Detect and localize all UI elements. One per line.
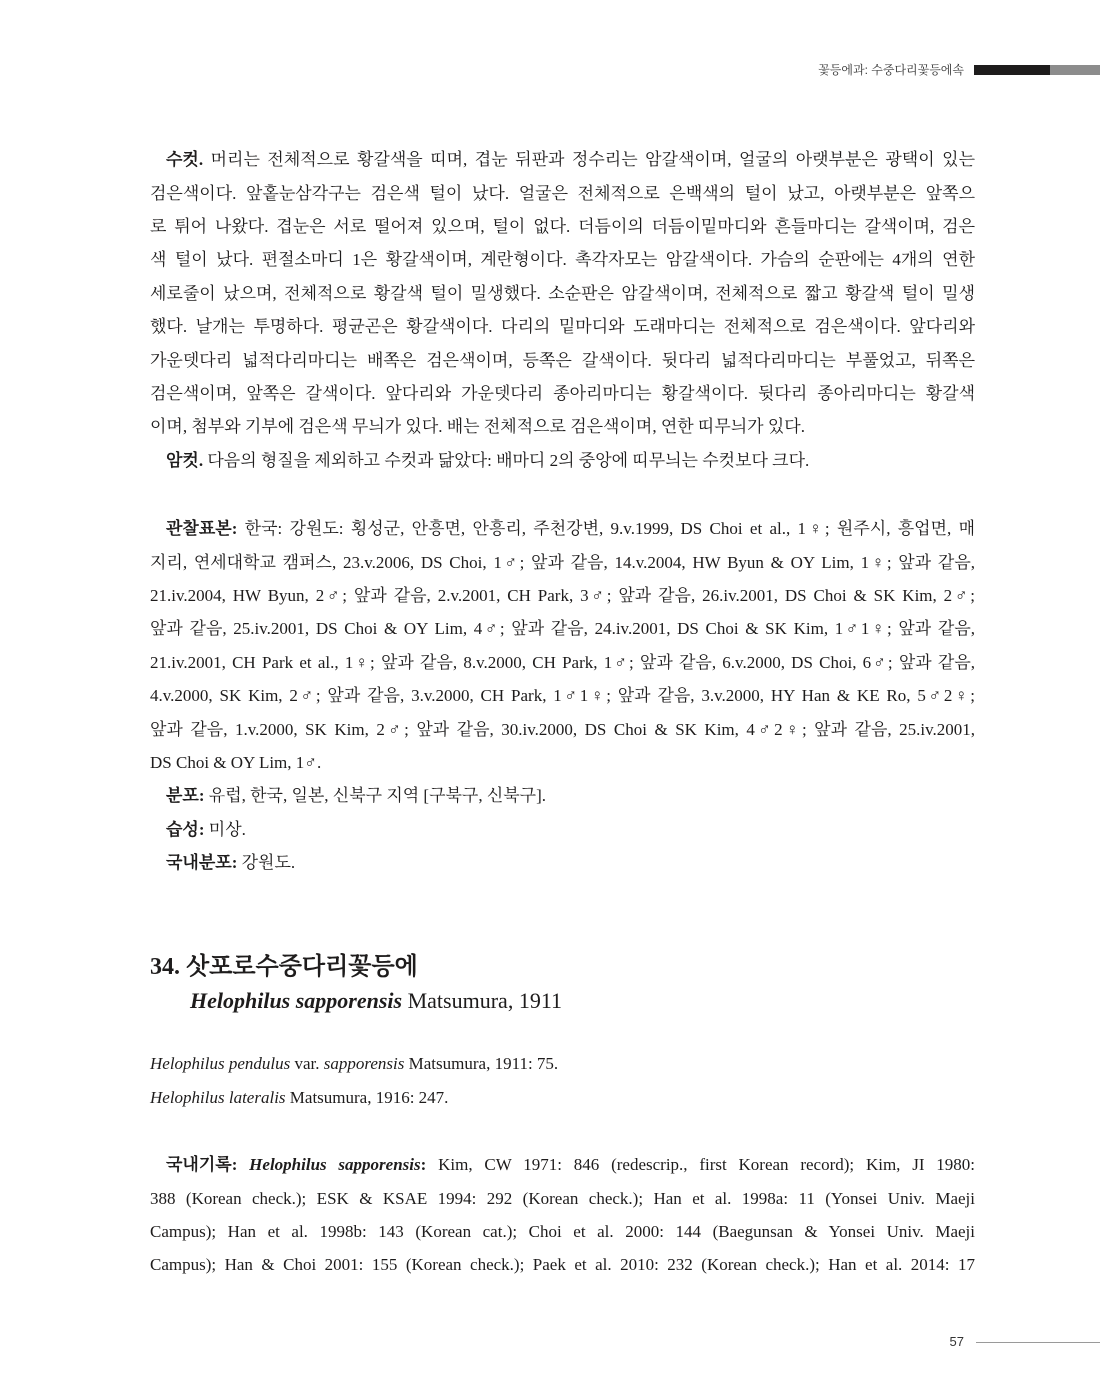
synonyms-section [150,1047,975,1114]
specimens-label: 관찰표본: [166,519,238,539]
specimens-section [150,512,975,879]
species-korean-name: 삿포로수중다리꽃등에 [186,954,418,980]
specimens-line: DS Choi & OY Lim, 1♂. [150,753,322,773]
korean-distribution-label: 국내분포: [166,853,238,873]
text-run: 한국: 강원도: 횡성군, 안흥면, 안흥리, 주천강변, 9.v.1999, DS Choi et al., 1♀; 원주시, 흥업면, 매 [244,519,975,539]
specimens-line: 4.v.2000, SK Kim, 2♂; 앞과 같음, 3.v.2000, CH Park, 1♂1♀; 앞과 같음, 3.v.2000, HY Han & KE Ro, 5♂2♀; [150,686,975,706]
species-heading-korean [150,950,975,984]
habit-label: 습성: [166,819,205,839]
female-description-line [150,444,975,477]
species-scientific-name: Helophilus sapporensis [190,988,403,1013]
male-description-line [150,143,975,176]
korean-records-section [150,1148,975,1282]
running-title: 꽃등에과: 수중다리꽃등에속 [818,63,964,77]
text-run: 다음의 형질을 제외하고 수컷과 닮았다: 배마디 2의 중앙에 띠무늬는 수컷보다 크다. [207,450,810,470]
male-description-line: 가운뎃다리 넓적다리마디는 배쪽은 검은색이며, 등쪽은 갈색이다. 뒷다리 넓적다리마디는 부풀었고, 뒤쪽은 [150,350,975,370]
male-description-line: 검은색이며, 앞쪽은 갈색이다. 앞다리와 가운뎃다리 종아리마디는 황갈색이다. 뒷다리 종아리마디는 황갈색 [150,384,975,404]
specimens-line [150,512,975,545]
korean-records-name: Helophilus sapporensis [249,1155,421,1175]
male-description-line: 색 털이 났다. 편절소마디 1은 황갈색이며, 계란형이다. 촉각자모는 암갈색이다. 가슴의 순판에는 4개의 연한 [150,250,975,270]
distribution-label: 분포: [166,786,205,806]
running-head [818,62,964,78]
species-number: 34. [150,954,180,980]
korean-records-name-suffix: : [420,1155,427,1175]
male-label: 수컷. [166,150,204,170]
korean-records-line: Campus); Han et al. 1998b: 143 (Korean cat.); Choi et al. 2000: 144 (Baegunsan & Yonsei Univ. Maeji [150,1222,975,1242]
synonym-citation: Matsumura, 1911: 75. [408,1054,559,1074]
synonym-name: Helophilus pendulus [150,1054,291,1074]
korean-records-line: 388 (Korean check.); ESK & KSAE 1994: 292 (Korean check.); Han et al. 1998a: 11 (Yonsei Univ. Maeji [150,1188,975,1208]
page-number: 57 [949,1334,964,1349]
synonym-line [150,1081,975,1115]
specimens-line: 앞과 같음, 1.v.2000, SK Kim, 2♂; 앞과 같음, 30.iv.2000, DS Choi & SK Kim, 4♂2♀; 앞과 같음, 25.iv.2001, [150,719,975,739]
text-run: 강원도. [241,853,296,873]
korean-records-label: 국내기록: [166,1155,238,1175]
species-author: Matsumura, 1911 [407,988,562,1013]
text-run: 유럽, 한국, 일본, 신북구 지역 [구북구, 신북구]. [208,786,547,806]
species-heading-scientific [150,984,975,1018]
specimens-line: 21.iv.2001, CH Park et al., 1♀; 앞과 같음, 8.v.2000, CH Park, 1♂; 앞과 같음, 6.v.2000, DS Choi, 6♂; 앞과 같음, [150,652,975,672]
distribution-line [150,779,975,812]
synonym-line [150,1047,975,1081]
footer-rule [976,1342,1100,1343]
male-description-line: 검은색이다. 앞홑눈삼각구는 검은색 털이 났다. 얼굴은 전체적으로 은백색의 털이 났고, 아랫부분은 앞쪽으 [150,183,975,203]
synonym-infra-name: sapporensis [323,1054,405,1074]
male-description-line: 세로줄이 났으며, 전체적으로 황갈색 털이 밀생했다. 소순판은 암갈색이며, 전체적으로 짧고 황갈색 털이 밀생 [150,283,975,303]
text-run: 미상. [208,819,246,839]
habit-line [150,813,975,846]
specimens-line: 21.iv.2004, HW Byun, 2♂; 앞과 같음, 2.v.2001, CH Park, 3♂; 앞과 같음, 26.iv.2001, DS Choi & SK Kim, 2♂; [150,586,975,606]
text-run: Kim, CW 1971: 846 (redescrip., first Korean record); Kim, JI 1980: [438,1155,976,1175]
header-bar-gray [1050,65,1100,75]
korean-distribution-line [150,846,975,879]
synonym-rank: var. [294,1054,320,1074]
korean-records-line: Campus); Han & Choi 2001: 155 (Korean check.); Paek et al. 2010: 232 (Korean check.); Han et al. 2014: 17 [150,1255,975,1275]
male-description-line: 했다. 날개는 투명하다. 평균곤은 황갈색이다. 다리의 밑마디와 도래마디는 전체적으로 검은색이다. 앞다리와 [150,317,975,337]
specimens-line: 앞과 같음, 25.iv.2001, DS Choi & OY Lim, 4♂; 앞과 같음, 24.iv.2001, DS Choi & SK Kim, 1♂1♀; 앞과 같음, [150,619,975,639]
synonym-citation: Matsumura, 1916: 247. [289,1087,449,1107]
male-description-line: 이며, 첨부와 기부에 검은색 무늬가 있다. 배는 전체적으로 검은색이며, 연한 띠무늬가 있다. [150,417,805,437]
header-bar-black [974,65,1050,75]
male-description-line: 로 튀어 나왔다. 겹눈은 서로 떨어져 있으며, 털이 없다. 더듬이의 더듬이밑마디와 흔들마디는 갈색이며, 검은 [150,217,975,237]
female-label: 암컷. [166,450,204,470]
synonym-name: Helophilus lateralis [150,1087,286,1107]
korean-records-line [150,1148,975,1181]
description-section [150,143,975,477]
species-heading [150,950,975,1018]
text-run: 머리는 전체적으로 황갈색을 띠며, 겹눈 뒤판과 정수리는 암갈색이며, 얼굴의 아랫부분은 광택이 있는 [210,150,975,170]
specimens-line: 지리, 연세대학교 캠퍼스, 23.v.2006, DS Choi, 1♂; 앞과 같음, 14.v.2004, HW Byun & OY Lim, 1♀; 앞과 같음, [150,552,975,572]
